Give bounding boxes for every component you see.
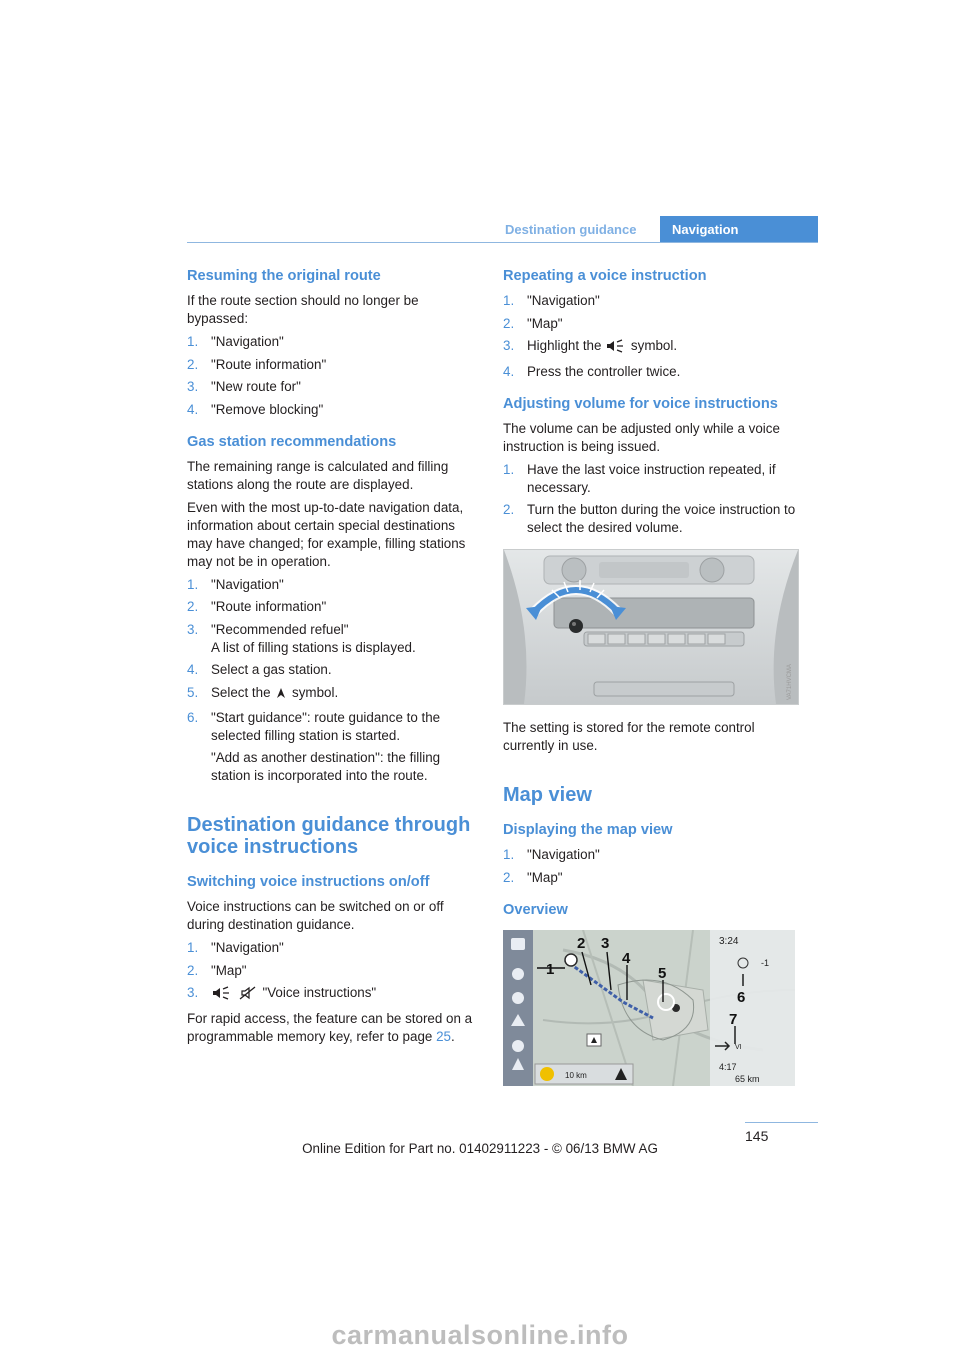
- screen-time-text: 3:24: [719, 935, 739, 947]
- watermark: carmanualsonline.info: [331, 1320, 629, 1350]
- right-column: [503, 266, 803, 1086]
- voice-steps: [187, 939, 477, 1005]
- page-reference-link[interactable]: 25: [436, 1029, 451, 1044]
- radio-console-illustration: [504, 550, 798, 704]
- list-item: 1. "Navigation": [503, 847, 600, 862]
- callout-3: 3: [601, 934, 610, 952]
- list-item: 4. Select a gas station.: [187, 662, 332, 677]
- list-item: 1. "Navigation": [187, 334, 284, 349]
- page-number-rule: [745, 1122, 818, 1123]
- list-item: 4. Press the controller twice.: [503, 363, 681, 379]
- display-map-heading: Displaying the map view: [503, 822, 673, 838]
- repeat-steps: [503, 292, 803, 381]
- list-item: 3. "Voice instructions": [187, 984, 477, 1005]
- screen-lane-text: VI: [735, 1043, 742, 1051]
- voice-section-heading: Destination guidance through voice instructions: [187, 814, 471, 858]
- figure-code: VA71HVCMA: [787, 664, 793, 700]
- list-item: 2. "Map": [503, 315, 563, 331]
- resume-intro: If the route section should no longer be bypassed:: [187, 293, 419, 326]
- resume-heading: Resuming the original route: [187, 268, 381, 284]
- left-column: [187, 266, 477, 1051]
- map-view-heading: Map view: [503, 784, 592, 806]
- list-item: 1. Have the last voice instruction repeated, if necessary.: [503, 461, 776, 495]
- speaker-off-icon: [237, 986, 259, 1005]
- voice-paragraph-1: Voice instructions can be switched on or off during destination guidance.: [187, 899, 444, 932]
- list-item: 6. "Start guidance": route guidance to the selected filling station is started. "Add as another destination": the filling station is incorporated into the route.: [187, 710, 441, 783]
- header-chapter-tab: Navigation: [660, 216, 818, 243]
- list-item: 2. "Route information": [187, 599, 327, 614]
- header-section-title: Destination guidance: [505, 222, 637, 237]
- screen-route-count: -1: [761, 957, 770, 968]
- list-item: 2. "Map": [503, 869, 563, 885]
- screen-arrival-text: 4:17: [719, 1061, 737, 1072]
- voice-paragraph-2: For rapid access, the feature can be stored on a programmable memory key, refer to page 25.: [187, 1011, 473, 1044]
- list-item: 5. Select the symbol.: [187, 684, 477, 705]
- list-item: 1. "Navigation": [187, 576, 284, 592]
- speaker-on-icon: [211, 986, 233, 1005]
- callout-5: 5: [658, 964, 667, 982]
- list-item: 1. "Navigation": [187, 940, 284, 955]
- gas-paragraph-2: Even with the most up-to-date navigation data, information about certain special destinations may have changed; for example, filling stations may not be in operation.: [187, 499, 466, 569]
- screen-remaining-text: 65 km: [735, 1073, 760, 1084]
- gas-steps: [187, 576, 477, 786]
- list-item: 3. Highlight the symbol.: [503, 337, 803, 358]
- voice-toggle-heading: Switching voice instructions on/off: [187, 874, 430, 890]
- footer-edition: Online Edition for Part no. 01402911223 - © 06/13 BMW AG: [302, 1141, 658, 1156]
- page-number: 145: [745, 1128, 769, 1144]
- gas-heading: Gas station recommendations: [187, 433, 397, 450]
- overview-heading: Overview: [503, 901, 568, 918]
- header-rule: [187, 242, 818, 243]
- map-steps: [503, 846, 803, 887]
- volume-steps: [503, 461, 803, 538]
- list-item: 2. Turn the button during the voice instruction to select the desired volume.: [503, 502, 796, 535]
- repeat-heading: Repeating a voice instruction: [503, 268, 707, 284]
- screen-scale-text: 10 km: [565, 1070, 587, 1080]
- callout-7: 7: [729, 1010, 738, 1028]
- navigation-map-screenshot: [503, 930, 795, 1086]
- volume-paragraph-1: The volume can be adjusted only while a voice instruction is being issued.: [503, 420, 780, 454]
- resume-steps: [187, 333, 477, 419]
- list-item: 3. "New route for": [187, 379, 301, 394]
- speaker-on-icon: [605, 339, 627, 358]
- volume-paragraph-2: The setting is stored for the remote control currently in use.: [503, 720, 755, 753]
- map-overview-figure: [503, 930, 795, 1086]
- list-item: 3. "Recommended refuel" A list of filling stations is displayed.: [187, 621, 416, 655]
- list-item: 1. "Navigation": [503, 293, 600, 308]
- volume-heading: Adjusting volume for voice instructions: [503, 395, 778, 412]
- list-item: 4. "Remove blocking": [187, 401, 324, 417]
- callout-2: 2: [577, 934, 586, 952]
- radio-volume-figure: [503, 549, 799, 705]
- list-item: 2. "Map": [187, 962, 247, 978]
- callout-6: 6: [737, 988, 746, 1006]
- callout-1: 1: [546, 960, 555, 978]
- list-item: 2. "Route information": [187, 356, 327, 372]
- gas-paragraph-1: The remaining range is calculated and filling stations along the route are displayed.: [187, 458, 449, 492]
- callout-4: 4: [622, 949, 631, 967]
- route-arrow-icon: [274, 686, 288, 705]
